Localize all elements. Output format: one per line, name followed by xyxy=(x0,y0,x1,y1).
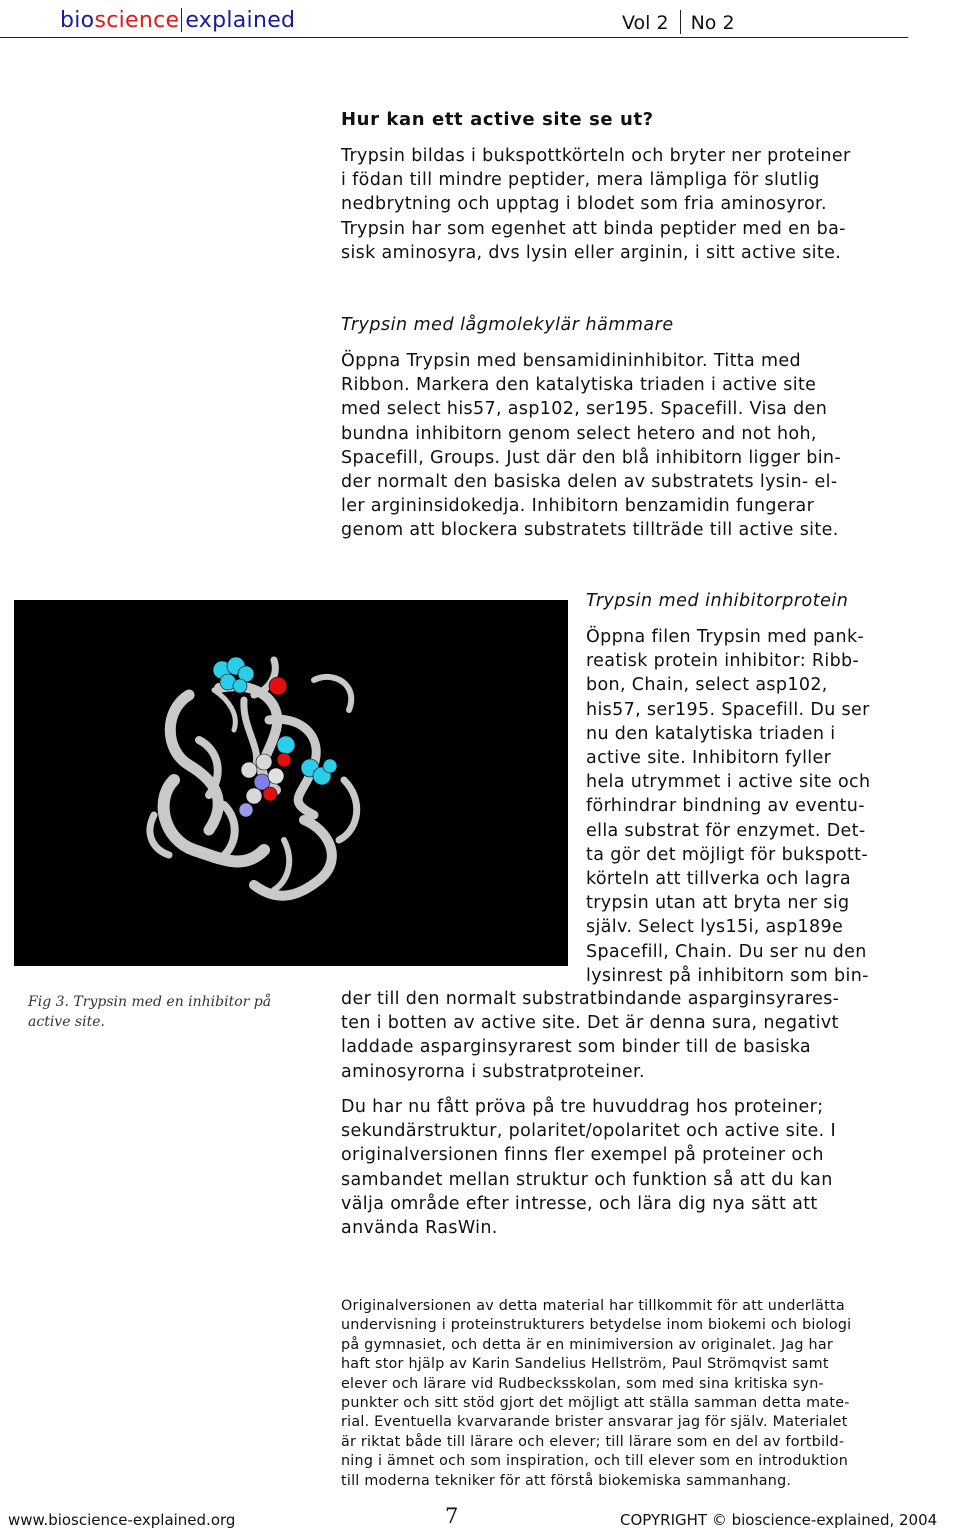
brand-part-explained: explained xyxy=(185,8,296,33)
text-line: själv. Select lys15i, asp189e xyxy=(586,917,844,938)
note-line: ning i ämnet och som inspiration, och till elever som en introduktion xyxy=(341,1453,849,1470)
text-line: laddade asparginsyrarest som binder till de basiska xyxy=(341,1037,812,1058)
protein-structure-figure xyxy=(14,600,568,966)
subheading-inhibitor-protein: Trypsin med inhibitorprotein xyxy=(586,591,849,611)
footer-url-link[interactable]: www.bioscience-explained.org xyxy=(8,1511,236,1529)
page-number: 7 xyxy=(445,1504,459,1528)
paragraph-benzamidine-inhibitor xyxy=(341,349,841,543)
brand-logo xyxy=(60,6,295,36)
header-rule xyxy=(0,37,908,38)
text-line: reatisk protein inhibitor: Ribb- xyxy=(586,651,860,672)
text-line: Du har nu fått pröva på tre huvuddrag hos proteiner; xyxy=(341,1097,824,1117)
text-line: aminosyrorna i substratproteiner. xyxy=(341,1061,645,1082)
volume-label: Vol 2 xyxy=(622,12,669,34)
note-line: Originalversionen av detta material har tillkommit för att underlätta xyxy=(341,1298,845,1314)
section-heading-active-site: Hur kan ett active site se ut? xyxy=(341,109,654,130)
text-line: välja område efter intresse, och lära dig nya sätt att xyxy=(341,1193,818,1214)
note-line: punkter och sitt stöd gjort det möjligt att ställa samman detta mate- xyxy=(341,1395,850,1412)
note-line: haft stor hjälp av Karin Sandelius Hellström, Paul Strömqvist samt xyxy=(341,1356,829,1373)
note-line: är riktat både till lärare och elever; till lärare som en del av fortbild- xyxy=(341,1433,845,1450)
text-line: sekundärstruktur, polaritet/opolaritet och active site. I xyxy=(341,1121,837,1142)
text-line: nu den katalytiska triaden i xyxy=(586,723,836,744)
text-line: Spacefill, Groups. Just där den blå inhibitorn ligger bin- xyxy=(341,447,842,468)
text-line: sambandet mellan struktur och funktion så att du kan xyxy=(341,1169,833,1190)
note-line: elever och lärare vid Rudbecksskolan, som med sina kritiska syn- xyxy=(341,1375,824,1392)
text-line: lysinrest på inhibitorn som bin- xyxy=(586,965,869,986)
text-line: hela utrymmet i active site och xyxy=(586,772,871,793)
text-line: ler argininsidokedja. Inhibitorn benzamidin fungerar xyxy=(341,496,815,517)
text-line: der normalt den basiska delen av substratets lysin- el- xyxy=(341,472,838,493)
note-line: undervisning i proteinstrukturers betydelse inom biokemi och biologi xyxy=(341,1317,852,1334)
paragraph-summary xyxy=(341,1095,836,1240)
text-line: använda RasWin. xyxy=(341,1218,498,1239)
text-line: trypsin utan att bryta ner sig xyxy=(586,893,850,914)
brand-part-science: science xyxy=(94,8,180,33)
subheading-low-molecular-inhibitor: Trypsin med lågmolekylär hämmare xyxy=(341,315,674,335)
text-line: Trypsin har som egenhet att binda peptider med en ba- xyxy=(341,218,846,239)
brand-part-bio: bio xyxy=(60,8,95,33)
brand-separator xyxy=(181,8,182,32)
text-line: bon, Chain, select asp102, xyxy=(586,675,828,696)
text-line: Öppna Trypsin med bensamidininhibitor. Titta med xyxy=(341,351,801,371)
footer-copyright: COPYRIGHT © bioscience-explained, 2004 xyxy=(620,1511,938,1529)
text-line: Trypsin bildas i bukspottkörteln och bryter ner proteiner xyxy=(341,146,851,166)
text-line: Ribbon. Markera den katalytiska triaden i active site xyxy=(341,375,817,396)
text-line: förhindrar bindning av eventu- xyxy=(586,796,865,817)
issue-separator xyxy=(680,10,681,34)
acknowledgement-note xyxy=(341,1297,851,1491)
text-line: sisk aminosyra, dvs lysin eller arginin, i sitt active site. xyxy=(341,242,842,263)
note-line: rial. Eventuella kvarvarande brister ansvarar jag för själv. Materialet xyxy=(341,1414,848,1431)
text-line: nedbrytning och upptag i blodet som fria aminosyror. xyxy=(341,194,827,215)
text-line: med select his57, asp102, ser195. Spacefill. Visa den xyxy=(341,399,828,420)
paragraph-pancreatic-inhibitor-cont xyxy=(341,987,839,1084)
text-line: ella substrat för enzymet. Det- xyxy=(586,820,866,841)
text-line: Öppna filen Trypsin med pank- xyxy=(586,627,865,647)
text-line: Spacefill, Chain. Du ser nu den xyxy=(586,941,867,962)
text-line: bundna inhibitorn genom select hetero and not hoh, xyxy=(341,423,817,444)
issue-info xyxy=(622,9,735,37)
text-line: der till den normalt substratbindande asparginsyrares- xyxy=(341,989,840,1009)
note-line: på gymnasiet, och detta är en minimiversion av originalet. Jag har xyxy=(341,1336,833,1353)
note-line: till moderna tekniker för att förstå biokemiska sammanhang. xyxy=(341,1472,792,1489)
text-line: ten i botten av active site. Det är denna sura, negativt xyxy=(341,1013,839,1034)
text-line: his57, ser195. Spacefill. Du ser xyxy=(586,699,870,720)
text-line: originalversionen finns fler exempel på proteiner och xyxy=(341,1145,824,1166)
trypsin-ribbon-image xyxy=(14,600,568,966)
number-label: No 2 xyxy=(690,12,735,34)
text-line: genom att blockera substratets tillträde till active site. xyxy=(341,520,839,541)
text-line: i födan till mindre peptider, mera lämpliga för slutlig xyxy=(341,170,820,191)
paragraph-pancreatic-inhibitor xyxy=(586,625,870,988)
text-line: active site. Inhibitorn fyller xyxy=(586,748,832,769)
figure-caption: Fig 3. Trypsin med en inhibitor på active site. xyxy=(28,994,272,1030)
text-line: körteln att tillverka och lagra xyxy=(586,869,851,890)
text-line: ta gör det möjligt för bukspott- xyxy=(586,844,869,865)
paragraph-trypsin-intro xyxy=(341,144,851,265)
